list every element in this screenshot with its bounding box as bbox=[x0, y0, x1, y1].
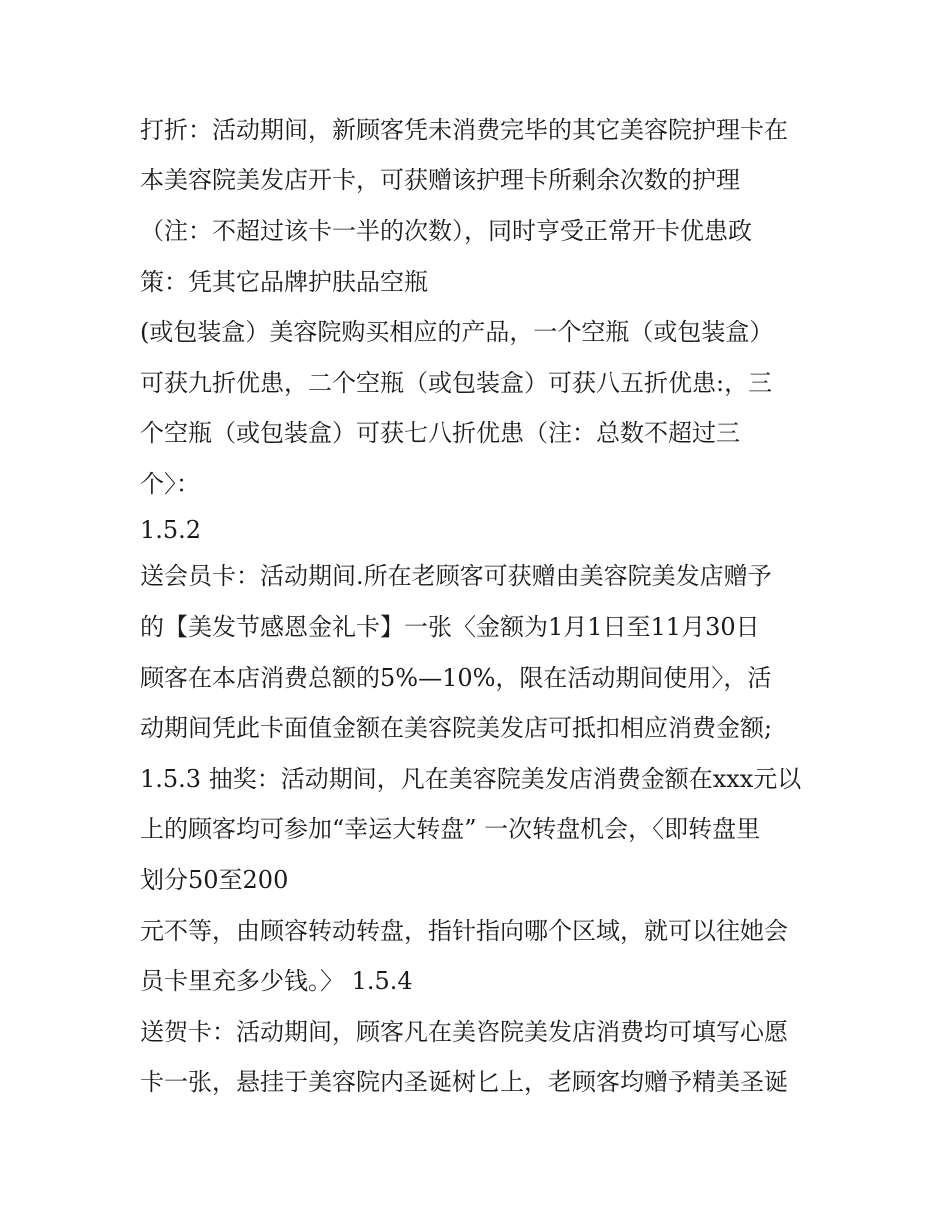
text-line: 员卡里充多少钱。〉 1.5.4 bbox=[140, 967, 413, 995]
section-number: 1.5.2 bbox=[140, 516, 202, 544]
text-line: (或包装盒）美容院购买相应的产品，一个空瓶（或包装盒） bbox=[140, 318, 774, 346]
text-line: 1.5.3 抽奖：活动期间，凡在美容院美发店消费金额在xxx元以 bbox=[140, 765, 802, 793]
text-line: 可获九折优患，二个空瓶（或包装盒）可获八五折优患:，三 bbox=[140, 369, 773, 397]
text-line: 动期间凭此卡面值金额在美容院美发店可抵扣相应消费金额; bbox=[140, 714, 773, 742]
text-line: 送贺卡：活动期间，顾客凡在美咨院美发店消费均可填写心愿 bbox=[140, 1018, 788, 1046]
text-line: 打折：活动期间，新顾客凭未消费完毕的其它美容院护理卡在 bbox=[140, 116, 788, 144]
text-line: 顾客在本店消费总额的5%—10%，限在活动期间使用〉，活 bbox=[140, 664, 772, 692]
text-line: 上的顾客均可参加“幸运大转盘” 一次转盘机会，〈即转盘里 bbox=[140, 815, 761, 843]
text-line: 元不等，由顾容转动转盘，指针指向哪个区域，就可以往她会 bbox=[140, 917, 788, 945]
text-line: 卡一张，悬挂于美容院内圣诞树匕上，老顾客均赠予精美圣诞 bbox=[140, 1068, 788, 1096]
text-line: 个空瓶（或包装盒）可获七八折优患（注：总数不超过三 bbox=[140, 419, 740, 447]
text-line: （注：不超过该卡一半的次数），同时亨受正常开卡优患政 bbox=[140, 217, 752, 245]
text-line: 本美容院美发店开卡，可获赠该护理卡所剩余次数的护理 bbox=[140, 166, 740, 194]
text-line: 的【美发节感恩金礼卡】一张〈金额为1月1日至11月30日 bbox=[140, 613, 760, 641]
text-line: 送会员卡：活动期间.所在老顾客可获赠由美容院美发店赠予 bbox=[140, 562, 772, 590]
text-line: 划分50至200 bbox=[140, 866, 289, 894]
text-line: 策：凭其它品牌护肤品空瓶 bbox=[140, 268, 428, 296]
text-line: 个〉： bbox=[140, 470, 200, 498]
